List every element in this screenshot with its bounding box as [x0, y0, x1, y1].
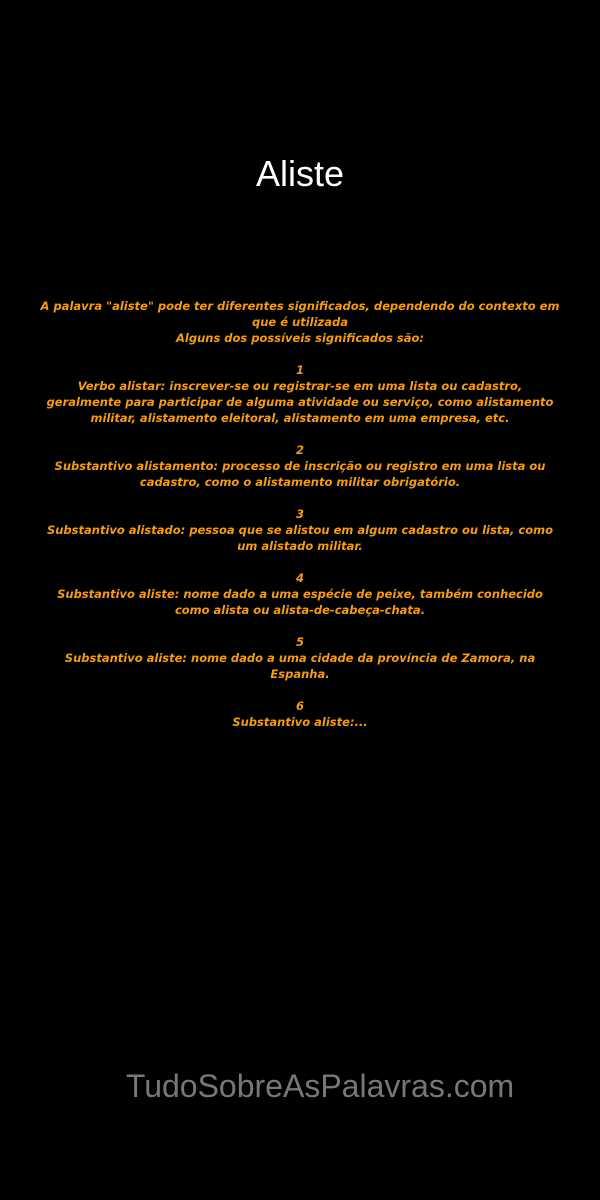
definition-number: 5 [295, 635, 304, 649]
definition-content [40, 298, 560, 730]
intro-text: A palavra "aliste" pode ter diferentes significados, dependendo do contexto em que é utilizada [40, 299, 560, 329]
definition-number: 2 [295, 443, 304, 457]
definition-item [40, 570, 560, 618]
definition-item [40, 698, 560, 730]
definition-text: Substantivo aliste: nome dado a uma espécie de peixe, também conhecido como alista ou alista-de-cabeça-chata. [57, 587, 543, 617]
definition-text: Substantivo alistado: pessoa que se alistou em algum cadastro ou lista, como um alistado militar. [46, 523, 554, 553]
definition-number: 6 [295, 699, 304, 713]
intro [40, 298, 560, 346]
definition-number: 3 [295, 507, 304, 521]
definition-item [40, 362, 560, 426]
definition-item [40, 442, 560, 490]
definition-number: 1 [295, 363, 304, 377]
definition-item [40, 506, 560, 554]
intro-subtext: Alguns dos possíveis significados são: [176, 331, 424, 345]
site-watermark: TudoSobreAsPalavras.com [125, 1068, 515, 1104]
definition-text: Substantivo alistamento: processo de inscrição ou registro em uma lista ou cadastro, como o alistamento militar obrigatório. [54, 459, 546, 489]
definition-text: Substantivo aliste:... [232, 715, 368, 729]
page-title: Aliste [255, 153, 345, 194]
definition-text: Verbo alistar: inscrever-se ou registrar-se em uma lista ou cadastro, geralmente para participar de alguma atividade ou serviço, como alistamento militar, alistamento eleitoral, alistamento em uma empresa, etc. [46, 379, 554, 425]
definition-text: Substantivo aliste: nome dado a uma cidade da província de Zamora, na Espanha. [64, 651, 536, 681]
definition-item [40, 634, 560, 682]
definition-number: 4 [295, 571, 304, 585]
